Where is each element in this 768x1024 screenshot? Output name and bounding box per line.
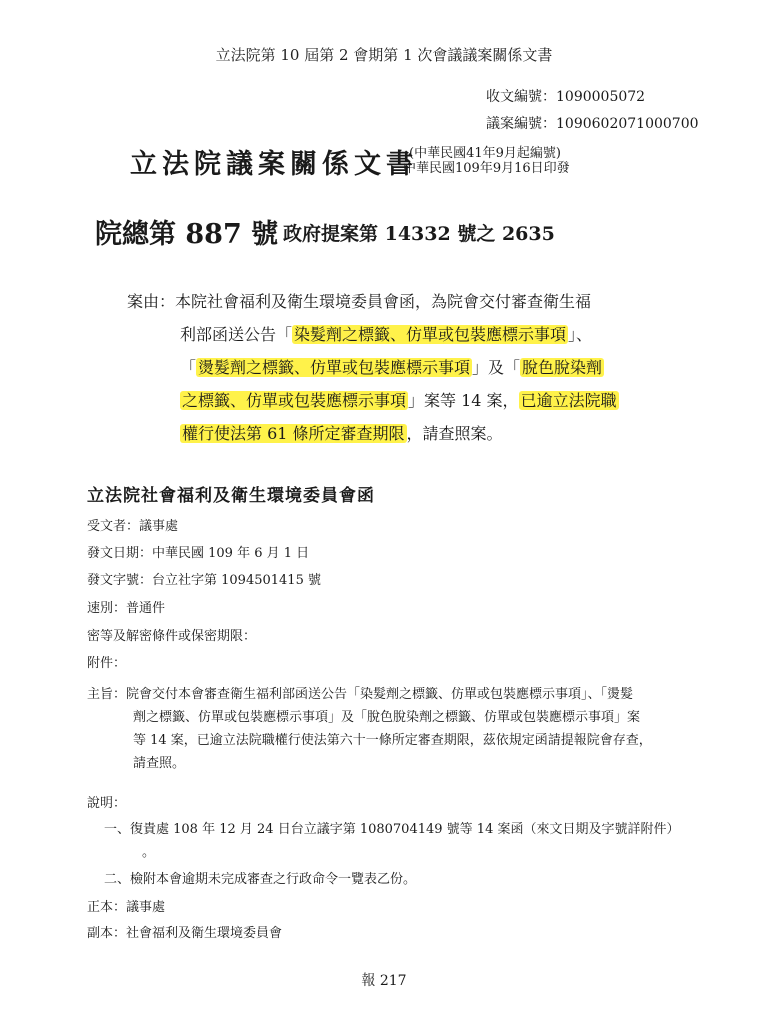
- explanation-item: [104, 818, 679, 864]
- case-text: 」案等 14 案，: [408, 391, 519, 410]
- bill-number: 議案編號：1090602071000700: [486, 116, 699, 132]
- recipient-field: 受文者：議事處: [87, 519, 179, 534]
- page-number: 報 217: [361, 973, 407, 989]
- case-line: [127, 417, 697, 450]
- reference-number-field: 發文字號：台立社字第 1094501415 號: [87, 573, 321, 588]
- highlighted-text: 燙髮劑之標籤、仿單或包裝應標示事項: [198, 358, 471, 377]
- case-text: 」、: [568, 325, 593, 344]
- case-text: ，請查照案。: [406, 424, 503, 443]
- proposal-number: 政府提案第 14332 號之 2635: [283, 223, 555, 245]
- issue-date-field: 發文日期：中華民國 109 年 6 月 1 日: [87, 546, 310, 561]
- highlighted-text: 權行使法第 61 條所定審查期限: [182, 424, 405, 443]
- explanation-text: 。: [142, 845, 156, 860]
- copy-recipient-field: 副本：社會福利及衛生環境委員會: [87, 926, 283, 941]
- case-line: [127, 384, 697, 417]
- explanation-item: 二、檢附本會逾期未完成審查之行政命令一覽表乙份。: [104, 872, 417, 887]
- subject-line: 主旨：院會交付本會審查衛生福利部函送公告「染髮劑之標籤、仿單或包裝應標示事項」、「燙髮: [87, 687, 634, 702]
- attachment-field: 附件：: [87, 656, 127, 671]
- highlighted-text: 脫色脫染劑: [522, 358, 603, 377]
- document-title: 立法院議案關係文書: [130, 149, 418, 180]
- print-date: 中華民國109年9月16日印發: [403, 161, 570, 176]
- case-line: [127, 318, 697, 351]
- speed-field: 速別：普通件: [87, 601, 166, 616]
- received-number: 收文編號：1090005072: [486, 89, 646, 105]
- classification-field: 密等及解密條件或保密期限：: [87, 629, 257, 644]
- case-text: 「: [180, 358, 197, 377]
- explanation-label: 說明：: [87, 796, 127, 811]
- subject-line: 劑之標籤、仿單或包裝應標示事項」及「脫色脫染劑之標籤、仿單或包裝應標示事項」案: [133, 710, 641, 725]
- case-text: 」及「: [472, 358, 521, 377]
- highlighted-text: 已逾立法院職: [520, 391, 617, 410]
- subject-line: 請查照。: [133, 756, 186, 771]
- case-text: 利部函送公告「: [180, 325, 293, 344]
- explanation-text: 一、復貴處 108 年 12 月 24 日台立議字第 1080704149 號等 14 案函（來文日期及字號詳附件）: [104, 822, 680, 837]
- subject-line: 等 14 案，已逾立法院職權行使法第六十一條所定審查期限，茲依規定函請提報院會存查，: [133, 733, 652, 748]
- highlighted-text: 之標籤、仿單或包裝應標示事項: [182, 391, 407, 410]
- subject-block: [87, 683, 687, 775]
- document-number: 院總第 887 號: [95, 219, 279, 250]
- numbering-note: (中華民國41年9月起編號): [409, 146, 561, 161]
- case-line: [127, 351, 697, 384]
- case-text: 案由：本院社會福利及衛生環境委員會函，為院會交付審查衛生福: [127, 292, 592, 311]
- document-dates: [403, 146, 570, 176]
- original-recipient-field: 正本：議事處: [87, 900, 166, 915]
- case-line: [127, 285, 697, 318]
- case-summary: [127, 285, 697, 450]
- committee-letter-heading: 立法院社會福利及衛生環境委員會函: [87, 486, 375, 506]
- highlighted-text: 染髮劑之標籤、仿單或包裝應標示事項: [294, 325, 567, 344]
- page-header-title: 立法院第 10 屆第 2 會期第 1 次會議議案關係文書: [215, 46, 553, 64]
